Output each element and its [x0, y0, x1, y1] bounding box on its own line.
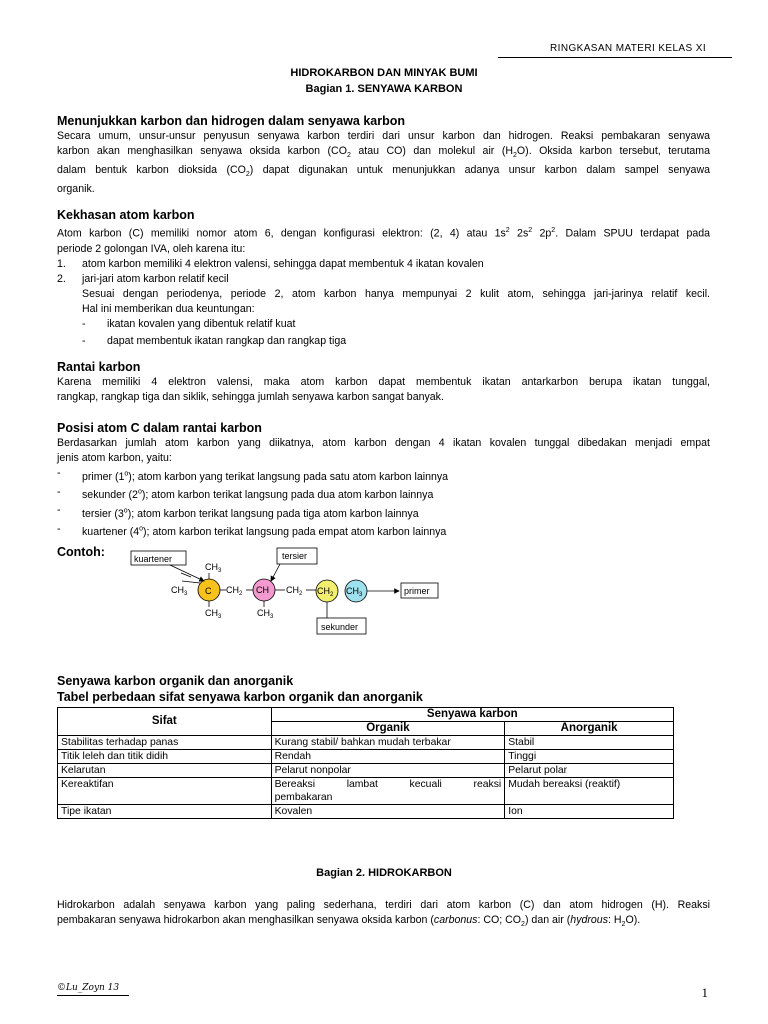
document-title: HIDROKARBON DAN MINYAK BUMI: [290, 67, 478, 79]
section-heading: Rantai karbon: [57, 360, 141, 374]
list-item: - ikatan kovalen yang dibentuk relatif kuat: [82, 317, 296, 330]
paragraph-line: Secara umum, unsur-unsur penyusun senyawa karbon terdiri dari unsur karbon dan hidrogen. Reaksi pembakaran senyawa: [57, 130, 710, 142]
list-item: - tersier (3$^o$); atom karbon terikat langsung pada tiga atom karbon lainnya: [57, 504, 419, 520]
paragraph-line: Atom karbon (C) memiliki nomor atom 6, dengan konfigurasi elektron: (2, 4) atau $1s^2$ $2s^2$ $2p^2$. Dalam SPUU terdapat pada: [57, 227, 711, 240]
section-heading: Senyawa karbon organik dan anorganik: [57, 674, 294, 688]
tersier-label: tersier: [282, 551, 308, 561]
bond: [181, 573, 191, 577]
table-caption: Tabel perbedaan sifat senyawa karbon organik dan anorganik: [57, 690, 423, 704]
section-organic-inorganic: [57, 673, 710, 705]
list-item: 2. jari-jari atom karbon relatif kecil: [57, 272, 229, 285]
ch3-left-label: $CH_3$: [171, 585, 188, 597]
table-cell: Kelarutan: [58, 764, 272, 778]
ch2-label: $CH_2$: [226, 585, 243, 597]
section-carbon-uniqueness: [57, 207, 710, 349]
ch3-bottom-label: $CH_3$: [205, 608, 222, 620]
part2-title: Bagian 2. HIDROKARBON: [316, 867, 452, 879]
table-row: [58, 764, 674, 778]
sekunder-label: sekunder: [321, 622, 359, 632]
section-heading: Menunjukkan karbon dan hidrogen dalam senyawa karbon: [57, 114, 405, 128]
table-cell: Pelarut nonpolar: [271, 764, 505, 778]
table-cell: Ion: [505, 805, 674, 819]
bond: [182, 581, 200, 583]
ch-label: CH: [256, 585, 269, 595]
table-row: [58, 736, 674, 750]
table-row: [58, 778, 674, 805]
table-header-row: [58, 708, 674, 722]
table-cell: Kurang stabil/ bahkan mudah terbakar: [271, 736, 505, 750]
section-heading: Posisi atom C dalam rantai karbon: [57, 421, 262, 435]
list-item: - sekunder (2$^o$); atom karbon terikat langsung pada dua atom karbon lainnya: [57, 485, 434, 502]
paragraph-line: rangkap, rangkap tiga dan siklik, sehingga jumlah senyawa karbon sangat banyak.: [57, 391, 444, 403]
section-heading: Kekhasan atom karbon: [57, 208, 195, 222]
running-header: RINGKASAN MATERI KELAS XI: [550, 43, 706, 54]
table-cell: Stabil: [505, 736, 674, 750]
paragraph-line: Karena memiliki 4 elektron valensi, maka atom karbon dapat membentuk ikatan antarkarbon berupa ikatan tunggal,: [57, 376, 710, 388]
primer-label: primer: [404, 586, 430, 596]
paragraph-line: periode 2 golongan IVA, oleh karena itu:: [57, 242, 246, 255]
section-hydrocarbon: [57, 898, 710, 932]
quaternary-c-label: C: [205, 586, 212, 596]
table-cell: Mudah bereaksi (reaktif): [505, 778, 674, 805]
table-cell: Bereaksi lambat kecuali reaksi pembakaran: [271, 778, 505, 805]
list-item: - dapat membentuk ikatan rangkap dan rangkap tiga: [82, 334, 347, 347]
header-sifat: Sifat: [58, 708, 272, 736]
section-title: Bagian 1. SENYAWA KARBON: [305, 83, 463, 95]
tersier-arrow: [271, 564, 280, 581]
example-label: Contoh:: [57, 545, 105, 559]
carbon-chain-diagram: [120, 543, 450, 643]
list-item: 1. atom karbon memiliki 4 elektron valensi, sehingga dapat membentuk 4 ikatan kovalen: [57, 257, 484, 270]
paragraph-line: Hidrokarbon adalah senyawa karbon yang paling sederhana, terdiri dari atom karbon (C) dan atom hidrogen (H). Reaksi: [57, 899, 710, 911]
ch3-top-label: $CH_3$: [205, 562, 222, 574]
header-rule: [498, 57, 732, 58]
table-row: [58, 750, 674, 764]
paragraph-line: organik.: [57, 183, 95, 196]
table-cell: Pelarut polar: [505, 764, 674, 778]
section-carbon-position: [57, 420, 710, 540]
comparison-table: [57, 707, 674, 819]
ch2-secondary-label: $CH_2$: [317, 586, 334, 598]
table-cell: Kereaktifan: [58, 778, 272, 805]
header-senyawa-karbon: Senyawa karbon: [271, 708, 673, 722]
ch2-second-label: $CH_2$: [286, 585, 303, 597]
table-cell: Kovalen: [271, 805, 505, 819]
table-cell: Tipe ikatan: [58, 805, 272, 819]
ch3-tertiary-bottom-label: $CH_3$: [257, 608, 274, 620]
table-cell: Tinggi: [505, 750, 674, 764]
paragraph-line: dalam bentuk karbon dioksida $(CO_2)$ dapat digunakan untuk menunjukkan adanya unsur karbon dalam sampel senyawa: [57, 164, 710, 179]
ch3-primary-label: $CH_3$: [346, 586, 363, 598]
author-signature: ©Lu_Zoyn 13: [57, 983, 120, 993]
paragraph-line: Hal ini memberikan dua keuntungan:: [82, 302, 255, 315]
paragraph-line: jenis atom karbon, yaitu:: [57, 452, 172, 464]
kuartener-arrow: [170, 565, 204, 581]
table-cell: Rendah: [271, 750, 505, 764]
footer-rule: [57, 995, 129, 996]
list-item: - primer (1$^o$); atom karbon yang terikat langsung pada satu atom karbon lainnya: [57, 467, 449, 483]
paragraph-line: pembakaran senyawa hidrokarbon akan menghasilkan senyawa oksida karbon (carbonus: CO; $CO_2$) dan air (hydrous: $H_2O$).: [57, 914, 641, 929]
section-carbon-chain: [57, 359, 710, 405]
page-number: 1: [701, 985, 708, 1000]
table-row: [58, 805, 674, 819]
table-cell: Titik leleh dan titik didih: [58, 750, 272, 764]
table-cell: Stabilitas terhadap panas: [58, 736, 272, 750]
paragraph-line: Berdasarkan jumlah atom karbon yang diikatnya, atom karbon dengan 4 ikatan kovalen tunggal dibedakan menjadi empat: [57, 437, 710, 449]
list-item: - kuartener (4$^o$); atom karbon terikat langsung pada empat atom karbon lainnya: [57, 522, 447, 539]
paragraph-line: Sesuai dengan periodenya, periode 2, atom karbon hanya mempunyai 2 kulit atom, sehingga jari-jarinya relatif kecil.: [82, 287, 710, 300]
section-carbon-hydrogen: [57, 113, 710, 197]
header-organik: Organik: [271, 722, 505, 736]
paragraph-line: karbon akan menghasilkan senyawa oksida karbon ($CO_2$ atau CO) dan molekul air $(H_2O)$. Oksida karbon tersebut, terutama: [57, 145, 711, 160]
header-anorganik: Anorganik: [505, 722, 674, 736]
kuartener-label: kuartener: [134, 554, 173, 564]
